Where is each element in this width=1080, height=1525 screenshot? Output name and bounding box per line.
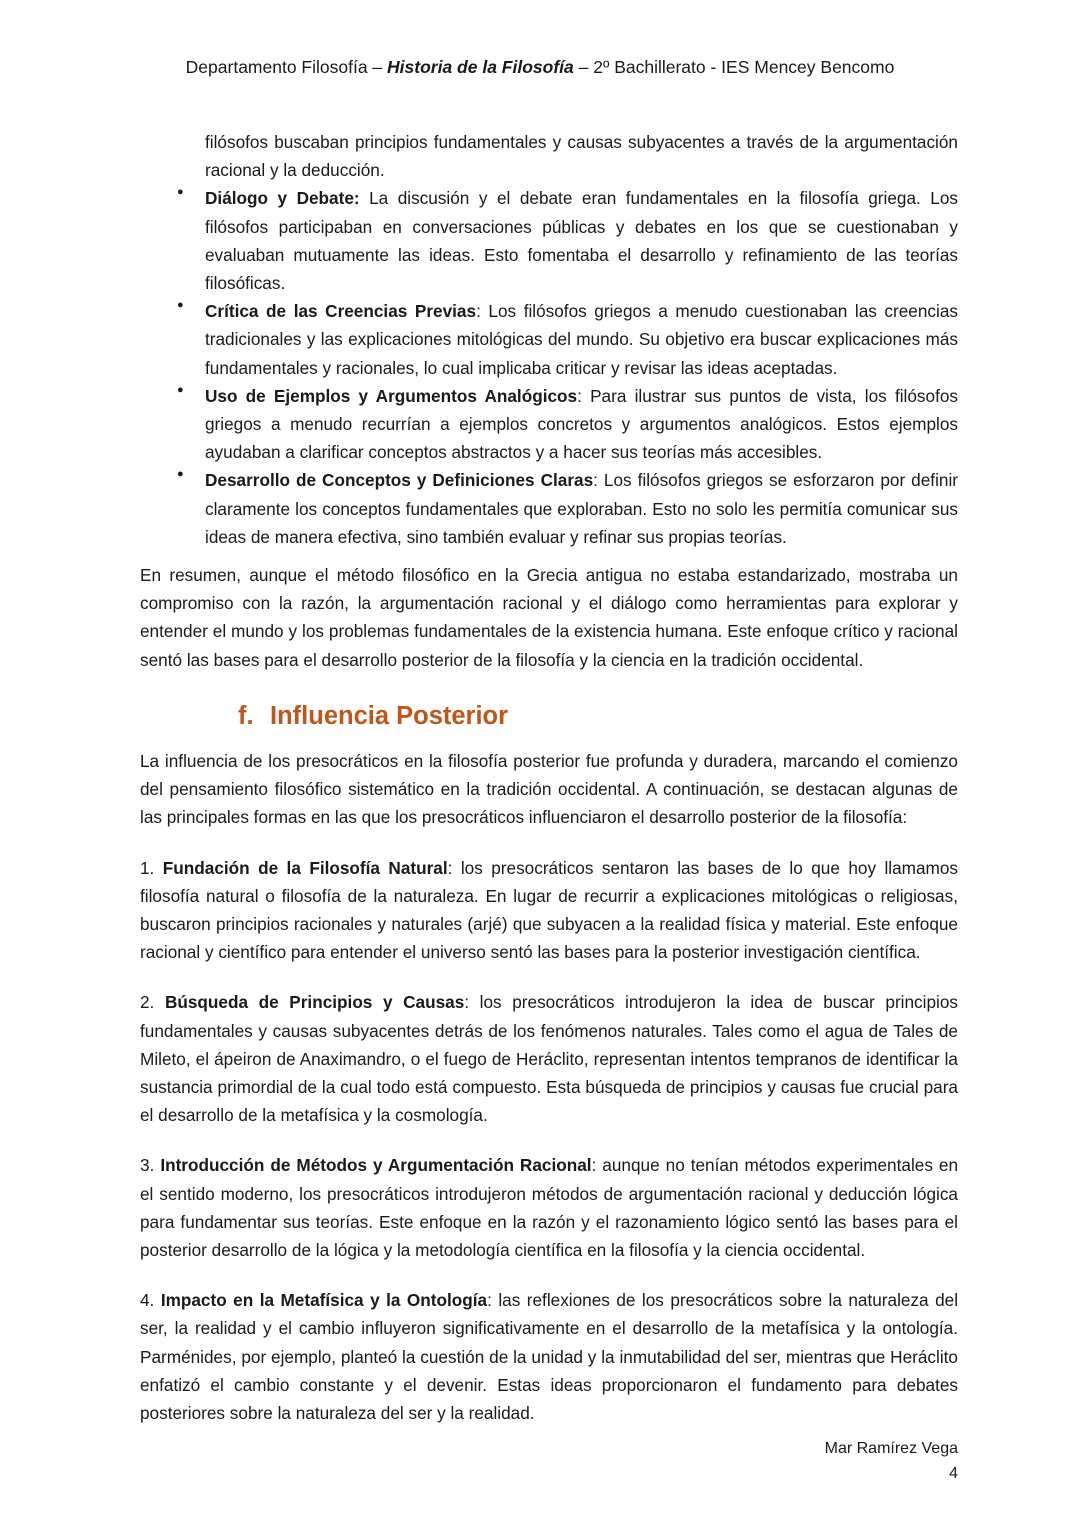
section-number: f.: [238, 701, 254, 730]
item-number: 2.: [140, 992, 165, 1013]
numbered-item: [140, 854, 958, 967]
item-label: Fundación de la Filosofía Natural: [162, 857, 448, 878]
header-emphasis: Historia de la Filosofía: [387, 57, 574, 77]
numbered-item: [140, 1286, 958, 1427]
item-label: Búsqueda de Principios y Causas: [164, 992, 465, 1013]
item-text: : los presocráticos sentaron las bases de lo que hoy llamamos filosofía natural o filosofía de la naturaleza. En lugar de recurrir a explicaciones mitológicas o religiosas, buscaron principios racionales y naturales (arjé) que subyacen a la realidad física y material. Este enfoque racional y científico para entender el universo sentó las bases para la posterior investigación científica.: [140, 857, 959, 963]
method-bullet-list: [140, 184, 958, 551]
header-prefix: Departamento Filosofía –: [185, 57, 388, 77]
item-text: : aunque no tenían métodos experimentales en el sentido moderno, los presocráticos introdujeron métodos de argumentación racional y deducción lógica para fundamentar sus teorías. Este enfoque en la razón y el razonamiento lógico sentó las bases para el posterior desarrollo de la lógica y la metodología científica en la filosofía y la ciencia occidental.: [140, 1155, 959, 1261]
footer-author: Mar Ramírez Vega: [824, 1440, 958, 1458]
item-number: 1.: [140, 857, 163, 878]
bullet-text: : Los filósofos griegos a menudo cuestionaban las creencias tradicionales y las explicaciones mitológicas del mundo. Su objetivo era buscar explicaciones más fundamentales y racionales, lo cual implicaba criticar y revisar las ideas aceptadas.: [205, 301, 958, 378]
bullet-label: Crítica de las Creencias Previas: [205, 301, 477, 322]
list-item: [205, 466, 958, 551]
bullet-label: Diálogo y Debate:: [205, 188, 360, 209]
document-body: [140, 128, 958, 1427]
page-footer: [140, 1437, 958, 1487]
page-header: [0, 57, 1080, 78]
list-item: [205, 184, 958, 297]
page-number: 4: [949, 1465, 958, 1483]
list-item: [205, 382, 958, 467]
item-label: Impacto en la Metafísica y la Ontología: [160, 1290, 488, 1311]
bullet-text: : Para ilustrar sus puntos de vista, los filósofos griegos a menudo recurrían a ejemplos concretos y argumentos analógicos. Estos ejemplos ayudaban a clarificar conceptos abstractos y a hacer sus teorías más accesibles.: [205, 385, 959, 463]
numbered-item: [140, 988, 958, 1129]
section-intro-paragraph: La influencia de los presocráticos en la filosofía posterior fue profunda y duradera, marcando el comienzo del pensamiento filosófico sistemático en la tradición occidental. A continuación, se destacan algunas de las principales formas en las que los presocráticos influenciaron el desarrollo posterior de la filosofía:: [140, 751, 958, 828]
bullet-label: Uso de Ejemplos y Argumentos Analógicos: [205, 385, 578, 406]
section-heading: [238, 700, 958, 733]
continued-paragraph: filósofos buscaban principios fundamentales y causas subyacentes a través de la argumentación racional y la deducción.: [205, 132, 958, 181]
bullet-text: : Los filósofos griegos se esforzaron por definir claramente los conceptos fundamentales que exploraban. Esto no solo les permitía comunicar sus ideas de manera efectiva, sino también evaluar y refinar sus propias teorías.: [205, 470, 958, 547]
bullet-text: La discusión y el debate eran fundamentales en la filosofía griega. Los filósofos participaban en conversaciones públicas y debates en los que se cuestionaban y evaluaban mutuamente las ideas. Esto fomentaba el desarrollo y refinamiento de las teorías filosóficas.: [205, 188, 958, 294]
item-text: : las reflexiones de los presocráticos sobre la naturaleza del ser, la realidad y el cambio influyeron significativamente en el desarrollo de la metafísica y la ontología. Parménides, por ejemplo, planteó la cuestión de la unidad y la inmutabilidad del ser, mientras que Heráclito enfatizó el cambio constante y el devenir. Estas ideas proporcionaron el fundamento para debates posteriores sobre la naturaleza del ser y la realidad.: [140, 1290, 959, 1424]
list-item: [205, 297, 958, 382]
numbered-item: [140, 1151, 958, 1264]
page-title: Influencia Posterior: [270, 701, 509, 730]
item-label: Introducción de Métodos y Argumentación Racional: [160, 1155, 592, 1176]
item-number: 4.: [140, 1290, 161, 1311]
bullet-label: Desarrollo de Conceptos y Definiciones Claras: [205, 470, 594, 491]
item-text: : los presocráticos introdujeron la idea de buscar principios fundamentales y causas subyacentes detrás de los fenómenos naturales. Tales como el agua de Tales de Mileto, el ápeiron de Anaximandro, o el fuego de Heráclito, representan intentos tempranos de identificar la sustancia primordial de la cual todo está compuesto. Esta búsqueda de principios y causas fue crucial para el desarrollo de la metafísica y la cosmología.: [140, 992, 958, 1126]
item-number: 3.: [140, 1155, 161, 1176]
summary-paragraph: En resumen, aunque el método filosófico en la Grecia antigua no estaba estandarizado, mostraba un compromiso con la razón, la argumentación racional y el diálogo como herramientas para explorar y entender el mundo y los problemas fundamentales de la existencia humana. Este enfoque crítico y racional sentó las bases para el desarrollo posterior de la filosofía y la ciencia en la tradición occidental.: [140, 565, 958, 670]
header-suffix: – 2º Bachillerato - IES Mencey Bencomo: [573, 57, 895, 77]
